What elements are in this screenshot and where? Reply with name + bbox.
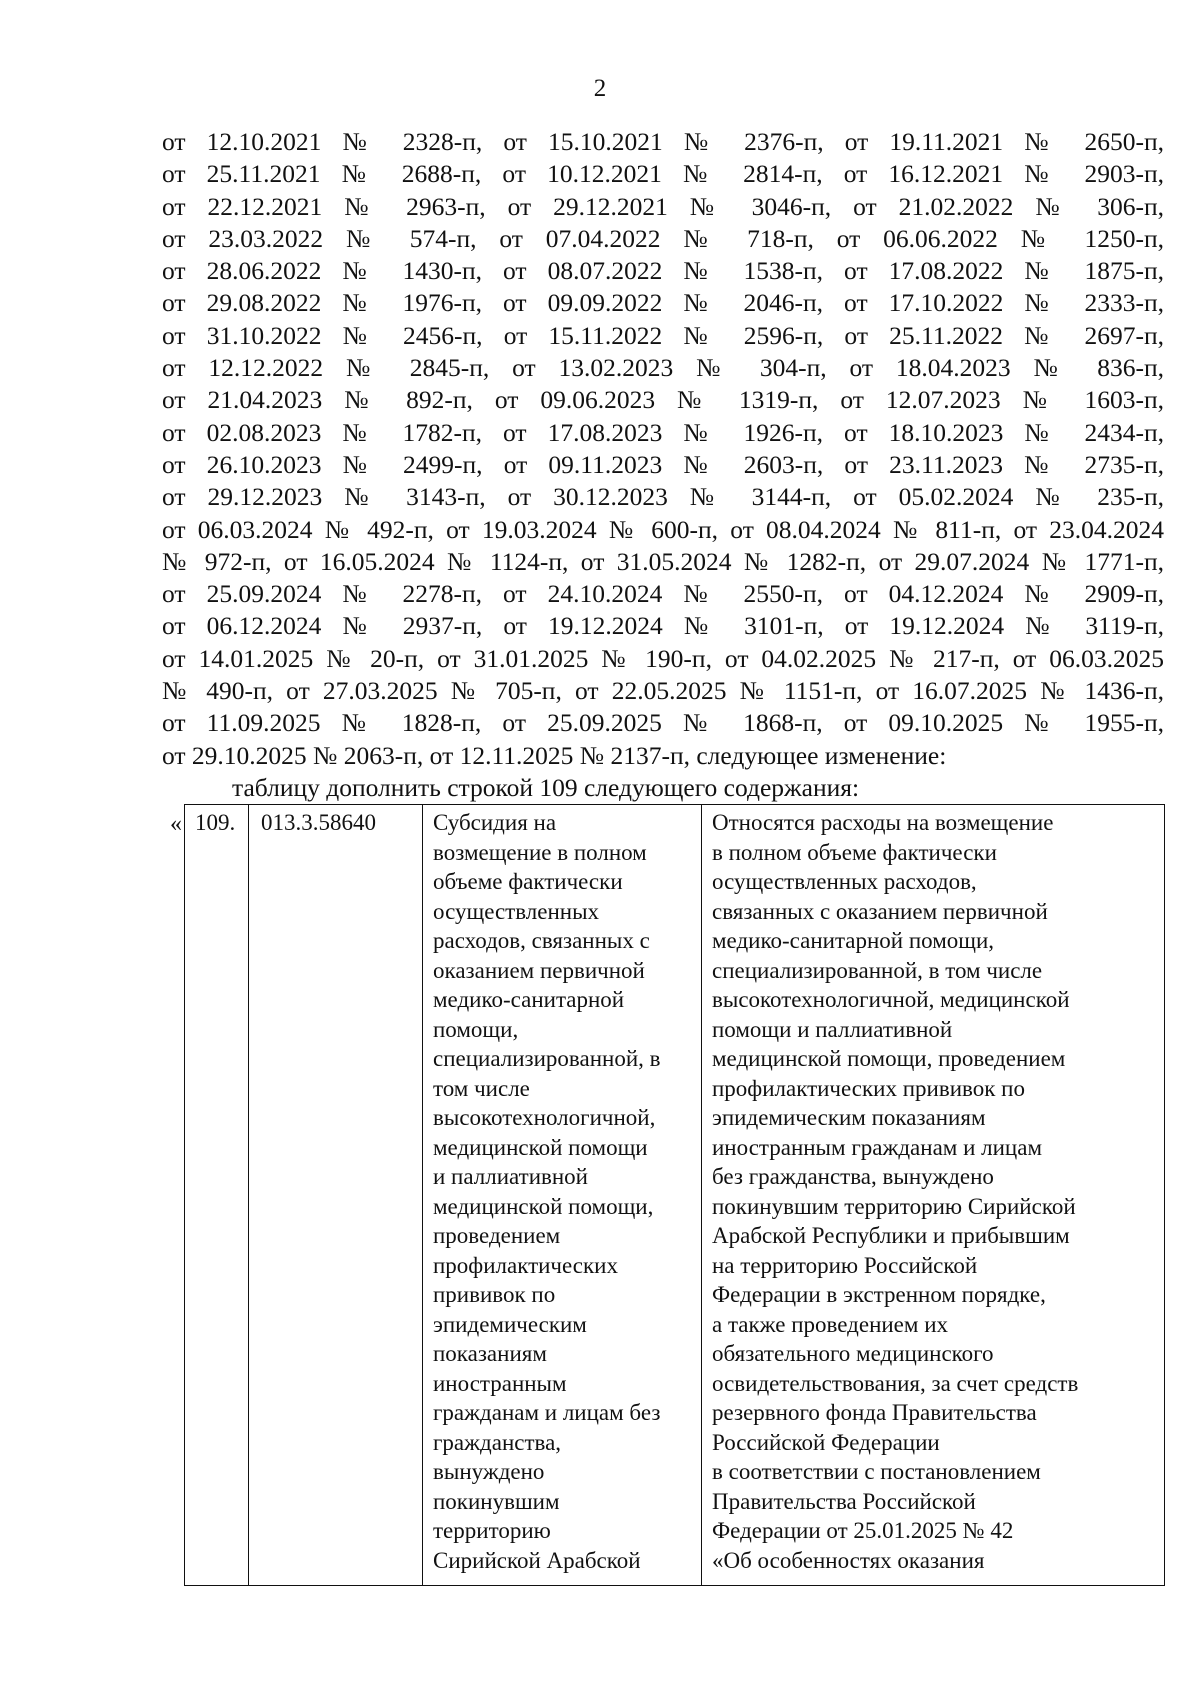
cell-line: проведением xyxy=(433,1223,561,1248)
cell-line: Федерации от 25.01.2025 № 42 xyxy=(712,1518,1014,1543)
cell-line: без гражданства, вынуждено xyxy=(712,1164,994,1189)
cell-line: специализированной, в том числе xyxy=(712,957,1043,983)
body-line: № 490-п, от 27.03.2025 № 705-п, от 22.05.2025 № 1151-п, от 16.07.2025 № 1436-п, xyxy=(162,676,1164,706)
cell-line: связанных с оказанием первичной xyxy=(712,898,1048,924)
cell-line: Субсидия на xyxy=(433,810,557,835)
body-line: от 26.10.2023 № 2499-п, от 09.11.2023 № 2603-п, от 23.11.2023 № 2735-п, xyxy=(162,449,1164,479)
cell-line: «Об особенностях оказания xyxy=(712,1547,985,1573)
cell-line: гражданам и лицам без xyxy=(433,1400,661,1425)
cell-line: эпидемическим показаниям xyxy=(712,1105,986,1130)
cell-line: территорию xyxy=(433,1518,551,1543)
body-line: от 22.12.2021 № 2963-п, от 29.12.2021 № 3046-п, от 21.02.2022 № 306-п, xyxy=(162,191,1164,221)
amendment-table xyxy=(184,804,1165,1586)
cell-line: гражданства, xyxy=(433,1429,562,1455)
cell-line: высокотехнологичной, xyxy=(433,1105,656,1130)
cell-line: иностранным xyxy=(433,1370,567,1396)
cell-line: медико-санитарной xyxy=(433,987,625,1012)
cell-line: осуществленных xyxy=(433,898,600,924)
body-line: от 21.04.2023 № 892-п, от 09.06.2023 № 1319-п, от 12.07.2023 № 1603-п, xyxy=(162,385,1164,415)
body-line: от 11.09.2025 № 1828-п, от 25.09.2025 № 1868-п, от 09.10.2025 № 1955-п, xyxy=(162,708,1164,738)
body-line: от 28.06.2022 № 1430-п, от 08.07.2022 № 1538-п, от 17.08.2022 № 1875-п, xyxy=(162,256,1164,286)
cell-line: помощи, xyxy=(433,1016,519,1042)
body-line: от 25.11.2021 № 2688-п, от 10.12.2021 № 2814-п, от 16.12.2021 № 2903-п, xyxy=(162,159,1164,189)
cell-line: специализированной, в xyxy=(433,1046,661,1071)
cell-line: профилактических прививок по xyxy=(712,1075,1025,1101)
cell-line: прививок по xyxy=(433,1282,556,1307)
row-number: 109. xyxy=(195,810,236,835)
cell-line: Сирийской Арабской xyxy=(433,1547,641,1573)
cell-line: возмещение в полном xyxy=(433,839,647,865)
cell-line: Федерации в экстренном порядке, xyxy=(712,1282,1046,1307)
body-line: от 12.12.2022 № 2845-п, от 13.02.2023 № 304-п, от 18.04.2023 № 836-п, xyxy=(162,353,1164,383)
body-line: от 29.08.2022 № 1976-п, от 09.09.2022 № 2046-п, от 17.10.2022 № 2333-п, xyxy=(162,288,1164,318)
cell-line: том числе xyxy=(433,1075,530,1101)
body-line: № 972-п, от 16.05.2024 № 1124-п, от 31.05.2024 № 1282-п, от 29.07.2024 № 1771-п, xyxy=(162,546,1164,576)
cell-line: Относятся расходы на возмещение xyxy=(712,810,1054,835)
cell-line: медицинской помощи, xyxy=(433,1193,654,1219)
subsidy-name xyxy=(433,808,660,1575)
cell-line: показаниям xyxy=(433,1341,547,1366)
cell-line: а также проведением их xyxy=(712,1311,949,1337)
cell-line: эпидемическим xyxy=(433,1311,587,1337)
body-line: от 14.01.2025 № 20-п, от 31.01.2025 № 190-п, от 04.02.2025 № 217-п, от 06.03.2025 xyxy=(162,643,1164,673)
body-line: от 25.09.2024 № 2278-п, от 24.10.2024 № 2550-п, от 04.12.2024 № 2909-п, xyxy=(162,579,1164,609)
cell-line: обязательного медицинского xyxy=(712,1341,994,1366)
cell-line: медицинской помощи xyxy=(433,1134,648,1160)
cell-line: и паллиативной xyxy=(433,1164,588,1189)
table-intro-text: таблицу дополнить строкой 109 следующего содержания: xyxy=(232,773,860,802)
name-cell xyxy=(423,805,702,1585)
cell-line: осуществленных расходов, xyxy=(712,869,977,894)
body-line: от 31.10.2022 № 2456-п, от 15.11.2022 № 2596-п, от 25.11.2022 № 2697-п, xyxy=(162,320,1164,350)
cell-line: медико-санитарной помощи, xyxy=(712,928,995,953)
row-number-cell xyxy=(185,805,249,1585)
cell-line: профилактических xyxy=(433,1252,618,1278)
body-line-last: от 29.10.2025 № 2063-п, от 12.11.2025 № 2137-п, следующее изменение: xyxy=(162,740,947,770)
cell-line: в соответствии с постановлением xyxy=(712,1459,1041,1484)
cell-line: оказанием первичной xyxy=(433,957,645,983)
body-line: от 06.03.2024 № 492-п, от 19.03.2024 № 600-п, от 08.04.2024 № 811-п, от 23.04.2024 xyxy=(162,514,1164,544)
cell-line: покинувшим xyxy=(433,1488,560,1514)
body-line: от 12.10.2021 № 2328-п, от 15.10.2021 № 2376-п, от 19.11.2021 № 2650-п, xyxy=(162,127,1164,156)
cell-line: высокотехнологичной, медицинской xyxy=(712,987,1070,1012)
cell-line: в полном объеме фактически xyxy=(712,839,997,865)
cell-line: Арабской Республики и прибывшим xyxy=(712,1223,1070,1248)
cell-line: объеме фактически xyxy=(433,869,623,894)
decree-references-paragraph xyxy=(162,126,1164,772)
budget-code: 013.3.58640 xyxy=(261,810,376,835)
cell-line: освидетельствования, за счет средств xyxy=(712,1370,1079,1396)
cell-line: расходов, связанных с xyxy=(433,928,650,953)
cell-line: помощи и паллиативной xyxy=(712,1016,953,1042)
cell-line: медицинской помощи, проведением xyxy=(712,1046,1066,1071)
page-number: 2 xyxy=(593,75,607,102)
body-line: от 29.12.2023 № 3143-п, от 30.12.2023 № 3144-п, от 05.02.2024 № 235-п, xyxy=(162,482,1164,512)
code-cell xyxy=(249,805,423,1585)
cell-line: резервного фонда Правительства xyxy=(712,1400,1037,1425)
description-cell xyxy=(702,805,1164,1585)
opening-quote-mark: « xyxy=(170,811,182,837)
cell-line: на территорию Российской xyxy=(712,1252,978,1278)
subsidy-description xyxy=(712,808,1078,1575)
body-line: от 06.12.2024 № 2937-п, от 19.12.2024 № 3101-п, от 19.12.2024 № 3119-п, xyxy=(162,611,1164,641)
body-line: от 02.08.2023 № 1782-п, от 17.08.2023 № 1926-п, от 18.10.2023 № 2434-п, xyxy=(162,417,1164,447)
body-line: от 23.03.2022 № 574-п, от 07.04.2022 № 718-п, от 06.06.2022 № 1250-п, xyxy=(162,223,1164,253)
cell-line: Российской Федерации xyxy=(712,1429,940,1455)
cell-line: покинувшим территорию Сирийской xyxy=(712,1193,1076,1219)
cell-line: вынуждено xyxy=(433,1459,545,1484)
cell-line: Правительства Российской xyxy=(712,1488,976,1514)
cell-line: иностранным гражданам и лицам xyxy=(712,1134,1042,1160)
